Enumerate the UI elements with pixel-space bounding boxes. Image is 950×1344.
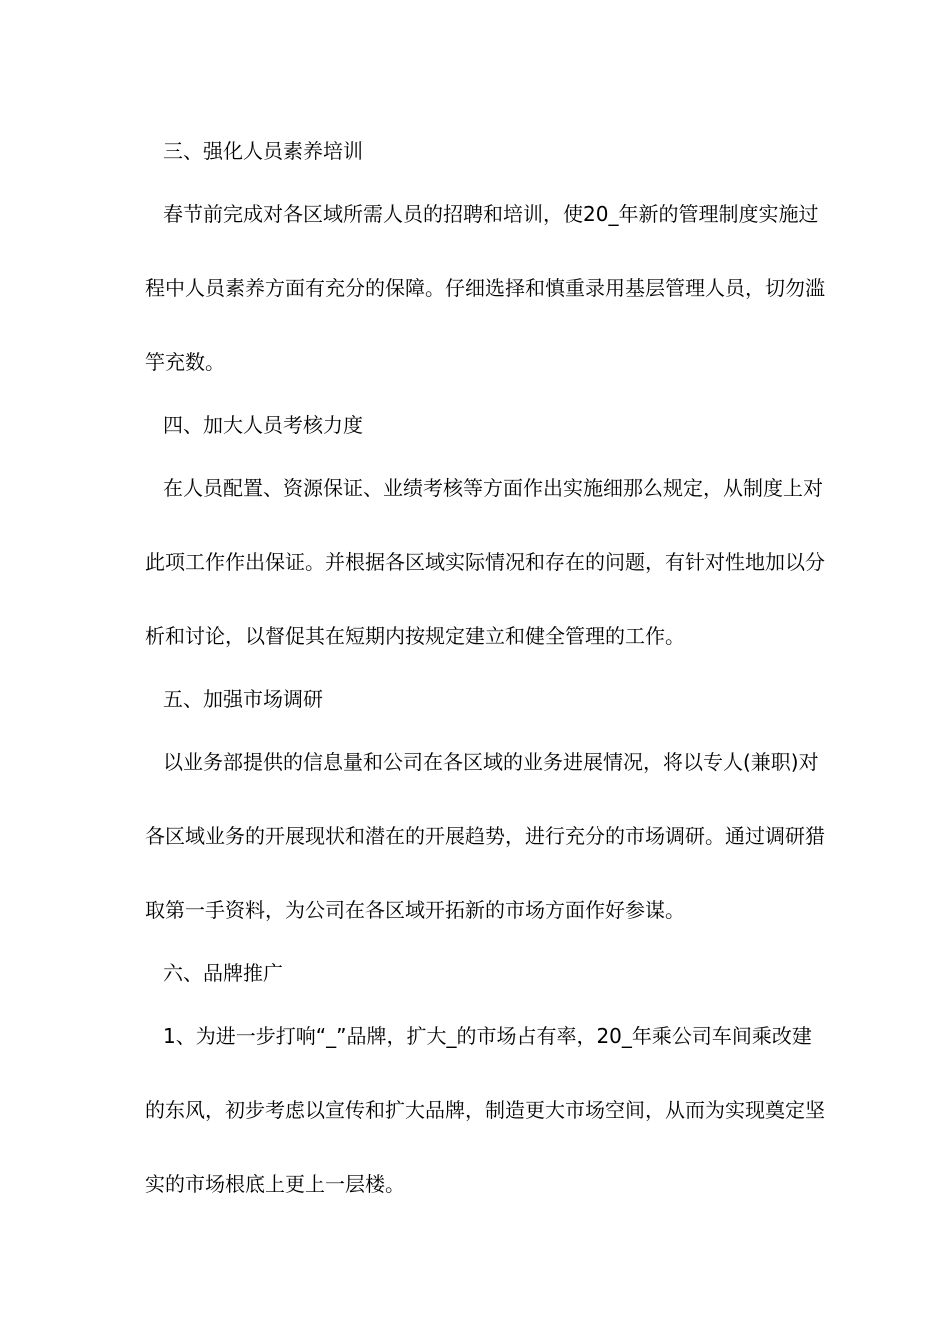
section-heading-5: 五、加强市场调研 [163, 687, 323, 711]
paragraph-line: 的东风，初步考虑以宣传和扩大品牌，制造更大市场空间，从而为实现奠定坚 [145, 1098, 825, 1122]
paragraph-line: 各区域业务的开展现状和潜在的开展趋势，进行充分的市场调研。通过调研猎 [145, 824, 825, 848]
paragraph-line: 析和讨论，以督促其在短期内按规定建立和健全管理的工作。 [145, 624, 685, 648]
paragraph-line: 程中人员素养方面有充分的保障。仔细选择和慎重录用基层管理人员，切勿滥 [145, 276, 825, 300]
paragraph-line: 1、为进一步打响“_”品牌，扩大_的市场占有率，20_年乘公司车间乘改建 [163, 1024, 812, 1048]
paragraph-line: 春节前完成对各区域所需人员的招聘和培训，使20_年新的管理制度实施过 [163, 202, 819, 226]
paragraph-line: 在人员配置、资源保证、业绩考核等方面作出实施细那么规定，从制度上对 [163, 476, 823, 500]
paragraph-line: 此项工作作出保证。并根据各区域实际情况和存在的问题，有针对性地加以分 [145, 550, 825, 574]
paragraph-line: 取第一手资料，为公司在各区域开拓新的市场方面作好参谋。 [145, 898, 685, 922]
section-heading-3: 三、强化人员素养培训 [163, 139, 363, 163]
paragraph-line: 竽充数。 [145, 350, 225, 374]
paragraph-line: 实的市场根底上更上一层楼。 [145, 1172, 405, 1196]
section-heading-4: 四、加大人员考核力度 [163, 413, 363, 437]
paragraph-line: 以业务部提供的信息量和公司在各区域的业务进展情况，将以专人(兼职)对 [163, 750, 819, 774]
section-heading-6: 六、品牌推广 [163, 961, 283, 985]
